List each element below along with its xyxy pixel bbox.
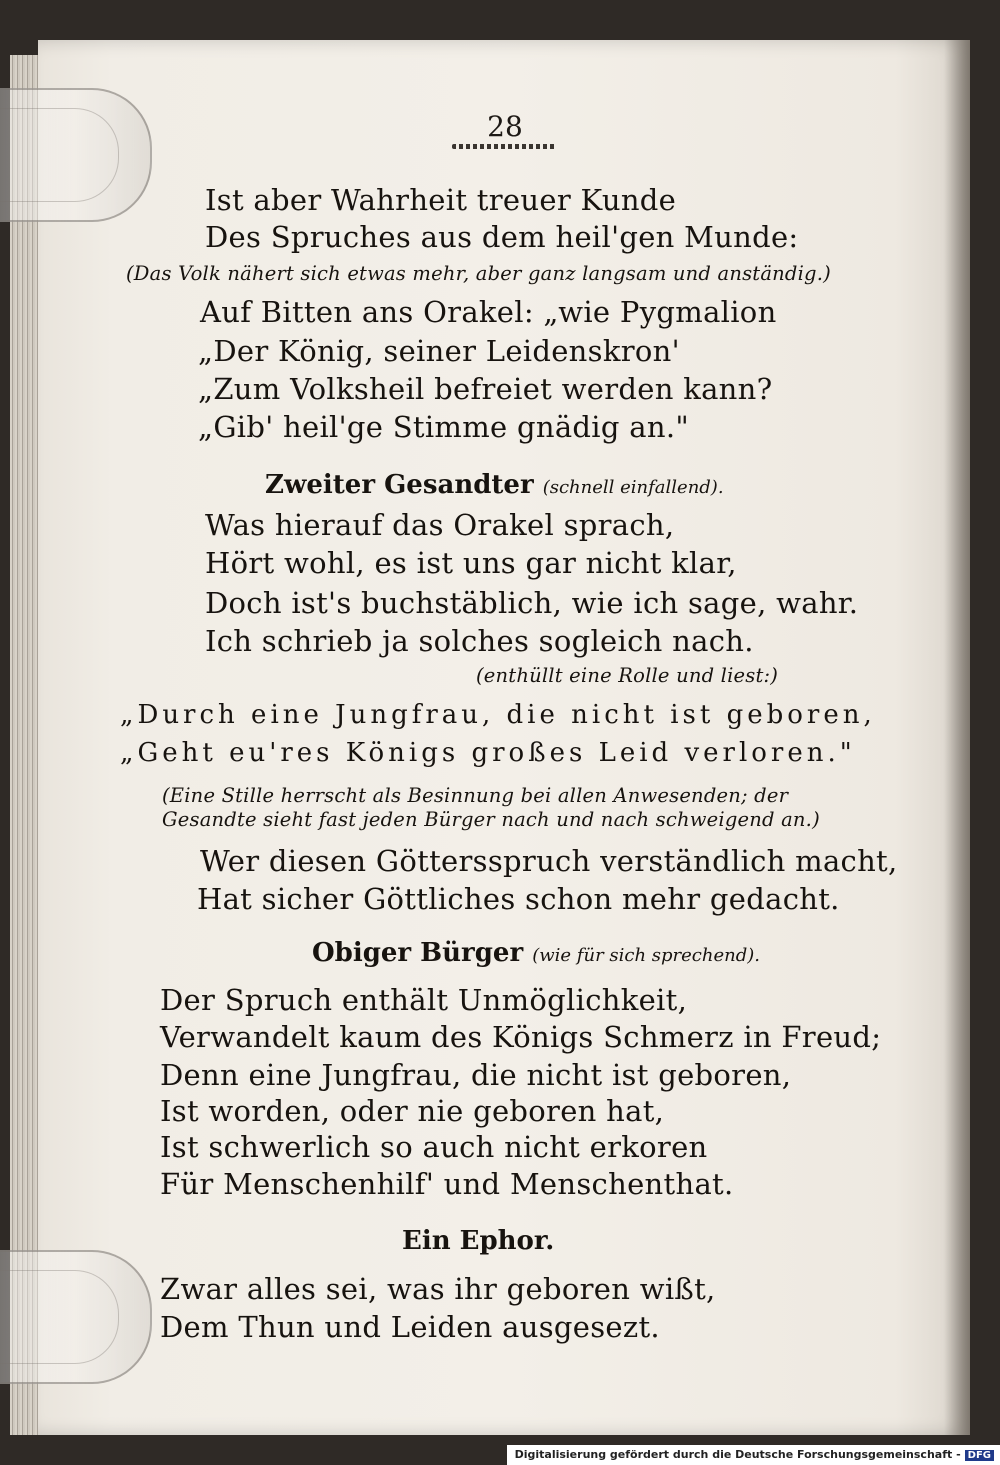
speaker-direction: (wie für sich sprechend). xyxy=(532,945,760,966)
verse-line: „Gib' heil'ge Stimme gnädig an." xyxy=(198,410,689,444)
verse-line: Ich schrieb ja solches sogleich nach. xyxy=(205,624,754,658)
verse-line: Der Spruch enthält Unmöglichkeit, xyxy=(160,983,688,1017)
speaker-heading xyxy=(265,470,724,500)
verse-line: Ist worden, oder nie geboren hat, xyxy=(160,1094,665,1128)
speaker-heading xyxy=(312,938,760,968)
verse-line: Ist schwerlich so auch nicht erkoren xyxy=(160,1130,708,1164)
verse-line: Was hierauf das Orakel sprach, xyxy=(205,508,675,542)
verse-line: Dem Thun und Leiden ausgesezt. xyxy=(160,1310,660,1344)
speaker-direction: (schnell einfallend). xyxy=(542,477,724,498)
verse-line: Des Spruches aus dem heil'gen Munde: xyxy=(205,220,799,254)
clip-inner xyxy=(0,1270,119,1364)
verse-line: Auf Bitten ans Orakel: „wie Pygmalion xyxy=(200,295,777,329)
oracle-line: „Geht eu'res Königs großes Leid verloren." xyxy=(120,738,856,768)
verse-line: Ist aber Wahrheit treuer Kunde xyxy=(205,183,677,217)
verse-line: Denn eine Jungfrau, die nicht ist geboren, xyxy=(160,1058,792,1092)
verse-line: Hat sicher Göttliches schon mehr gedacht. xyxy=(197,882,840,916)
stage-direction: (Das Volk nähert sich etwas mehr, aber ganz langsam und anständig.) xyxy=(126,262,831,285)
stage-direction: (Eine Stille herrscht als Besinnung bei allen Anwesenden; der xyxy=(162,784,789,807)
footer-text: Digitalisierung gefördert durch die Deutsche Forschungsgemeinschaft - xyxy=(514,1448,961,1461)
page-number: 28 xyxy=(487,110,523,143)
verse-line: Verwandelt kaum des Königs Schmerz in Freud; xyxy=(160,1020,882,1054)
speaker-name: Ein Ephor. xyxy=(402,1226,555,1256)
verse-line: „Zum Volksheil befreiet werden kann? xyxy=(198,372,773,406)
verse-line: Zwar alles sei, was ihr geboren wißt, xyxy=(160,1272,716,1306)
verse-line: Doch ist's buchstäblich, wie ich sage, wahr. xyxy=(205,586,859,620)
verse-line: „Der König, seiner Leidenskron' xyxy=(198,334,680,368)
scanner-clip-bottom xyxy=(0,1250,152,1384)
clip-inner xyxy=(0,108,119,202)
stage-direction: Gesandte sieht fast jeden Bürger nach und nach schweigend an.) xyxy=(162,808,820,831)
scanner-clip-top xyxy=(0,88,152,222)
page-number-ornament xyxy=(452,144,556,149)
oracle-line: „Durch eine Jungfrau, die nicht ist geboren, xyxy=(120,700,876,730)
gutter-shadow xyxy=(944,40,970,1435)
stage-direction: (enthüllt eine Rolle und liest:) xyxy=(476,664,779,687)
verse-line: Wer diesen Göttersspruch verständlich macht, xyxy=(200,844,898,878)
verse-line: Für Menschenhilf' und Menschenthat. xyxy=(160,1167,734,1201)
speaker-name: Zweiter Gesandter xyxy=(265,470,534,500)
digitization-footer xyxy=(507,1445,1000,1465)
dfg-logo: DFG xyxy=(965,1450,994,1461)
verse-line: Hört wohl, es ist uns gar nicht klar, xyxy=(205,546,737,580)
speaker-name: Obiger Bürger xyxy=(312,938,524,968)
